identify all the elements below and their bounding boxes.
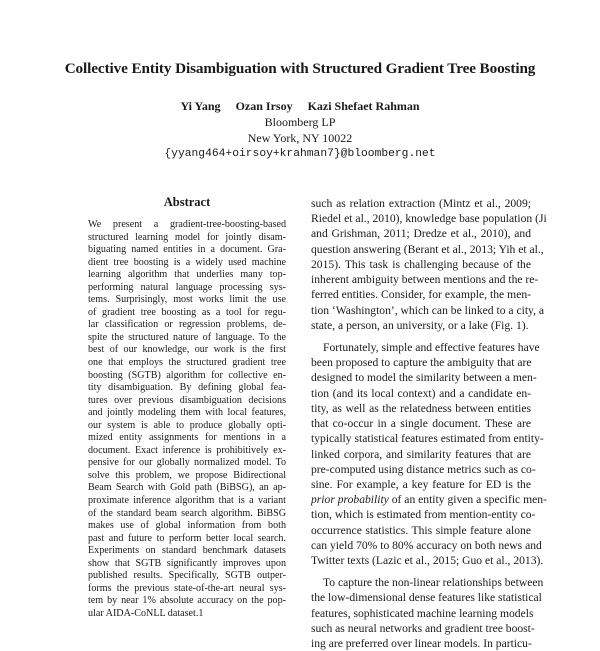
text-line: Fortunately, simple and effective features have bbox=[323, 340, 540, 354]
text-line: such as neural networks and gradient tree boost- bbox=[311, 621, 535, 635]
email: {yyang464+oirsoy+krahman7}@bloomberg.net bbox=[164, 148, 436, 160]
affiliation: Bloomberg LP bbox=[264, 115, 336, 129]
text-line: occurrence statistics. This simple feature alone bbox=[311, 523, 531, 537]
text-line: features, sophisticated machine learning models bbox=[311, 606, 534, 620]
text-line: spite the structured nature of language. To the bbox=[88, 331, 286, 343]
text-line: sine. For example, a key feature for ED is the bbox=[311, 477, 531, 491]
text-line: biguating named entities in a document. Gra- bbox=[88, 244, 286, 256]
abstract-text bbox=[88, 219, 286, 621]
text-line: the low-dimensional dense features like statistical bbox=[311, 591, 542, 605]
text-line: boosting (SGTB) algorithm for collective en- bbox=[88, 369, 286, 381]
text-line: inherent ambiguity between mentions and the re- bbox=[311, 273, 539, 287]
body-paragraph-2 bbox=[311, 340, 547, 568]
text-line: prior probability of an entity given a specific men- bbox=[311, 493, 547, 507]
text-line: performing natural language processing sys- bbox=[88, 281, 286, 293]
text-line: and jointly modeling them with local features, bbox=[88, 407, 286, 419]
text-line: one that employs the structured gradient tree bbox=[88, 357, 286, 369]
text-line: tity, as well as the relatedness between entities bbox=[311, 401, 531, 415]
text-line: To capture the non-linear relationships between bbox=[323, 576, 544, 590]
text-line: show that SGTB significantly improves upon bbox=[88, 557, 286, 569]
text-line: can yield 70% to 80% accuracy on both news and bbox=[311, 538, 542, 552]
text-line: proximate inference algorithm that is a variant bbox=[88, 495, 286, 507]
text-line: ferred entities. Consider, for example, the men- bbox=[311, 288, 531, 302]
text-line: pre-computed using distance metrics such as co- bbox=[311, 462, 536, 476]
text-line: structured learning model for jointly disam- bbox=[88, 231, 286, 243]
author-names bbox=[0, 98, 600, 114]
text-line: tem by near 1% absolute accuracy on the pop- bbox=[88, 595, 286, 607]
text-line: mized entity assignments for mentions in a bbox=[88, 432, 286, 444]
text-line: state, a person, an university, or a lake (Fig. 1). bbox=[311, 318, 529, 332]
text-line: tion (and its local context) and a candidate en- bbox=[311, 386, 531, 400]
text-line: tion, which is estimated from mention-entity co- bbox=[311, 508, 536, 522]
text-line: learning algorithm that underlies many top- bbox=[88, 269, 286, 281]
text-line: 2015). This task is challenging because of the bbox=[311, 257, 531, 271]
text-line: document. Exact inference is prohibitively ex- bbox=[88, 444, 286, 456]
text-line: typically statistical features estimated from entity- bbox=[311, 432, 544, 446]
text-line: designed to model the similarity between a men- bbox=[311, 371, 537, 385]
text-line: Riedel et al., 2010), knowledge base population (Ji bbox=[311, 212, 547, 226]
author-block bbox=[0, 98, 600, 162]
text-line: past and future to perform better local search. bbox=[88, 532, 286, 544]
text-line: linked corpora, and similarity features that are bbox=[311, 447, 531, 461]
text-line: lar classification or regression problems, de- bbox=[88, 319, 286, 331]
text-line: tion ‘Washington’, which can be linked to a city, a bbox=[311, 303, 545, 317]
text-line: that co-occur in a single document. These are bbox=[311, 417, 531, 431]
author-name: Kazi Shefaet Rahman bbox=[307, 99, 420, 113]
text-line: makes use of global information from both bbox=[88, 520, 286, 532]
text-line: We present a gradient-tree-boosting-based bbox=[88, 219, 286, 230]
text-line: solve this problem, we propose Bidirectional bbox=[88, 469, 286, 481]
text-line: our system is able to produce globally opti- bbox=[88, 419, 286, 431]
paper-title: Collective Entity Disambiguation with Structured Gradient Tree Boosting bbox=[64, 60, 536, 77]
text-line: published results. Specifically, SGTB outper- bbox=[88, 570, 286, 582]
text-line: ing are preferred over linear models. In particu- bbox=[311, 637, 532, 651]
body-paragraph-1 bbox=[311, 196, 547, 333]
text-line: pensive for our globally normalized model. To bbox=[88, 457, 286, 469]
text-line: Twitter texts (Lazic et al., 2015; Guo et al., 2013). bbox=[311, 554, 544, 568]
abstract-heading: Abstract bbox=[163, 195, 211, 209]
text-line: such as relation extraction (Mintz et al., 2009; bbox=[311, 197, 531, 210]
body-paragraph-3 bbox=[311, 575, 544, 651]
text-line: of gradient tree boosting as a tool for regu- bbox=[88, 306, 286, 318]
text-line: Experiments on standard benchmark datasets bbox=[88, 545, 286, 557]
text-line: of the standard beam search algorithm. BiBSG bbox=[88, 507, 286, 519]
text-line: ular AIDA-CoNLL dataset.1 bbox=[88, 607, 204, 619]
text-line: been proposed to capture the ambiguity that are bbox=[311, 356, 532, 370]
text-line: Beam Search with Gold path (BiBSG), an ap- bbox=[88, 482, 286, 494]
text-line: forms the previous state-of-the-art neural sys- bbox=[88, 582, 286, 594]
text-line: tity disambiguation. By defining global fea- bbox=[88, 382, 286, 394]
text-line: question answering (Berant et al., 2013; Yih et al., bbox=[311, 242, 544, 256]
text-line: and Grishman, 2011; Dredze et al., 2010), and bbox=[311, 227, 531, 241]
text-line: dient tree boosting is a widely used machine bbox=[88, 256, 286, 268]
text-line: tures over previous disambiguation decisions bbox=[88, 394, 286, 406]
text-line: best of our knowledge, our work is the first bbox=[88, 344, 286, 356]
author-name: Yi Yang bbox=[180, 99, 221, 113]
author-name: Ozan Irsoy bbox=[235, 99, 293, 113]
text-line: tems. Surprisingly, most works limit the use bbox=[88, 294, 286, 306]
body-text-column bbox=[311, 196, 547, 651]
location: New York, NY 10022 bbox=[247, 131, 353, 145]
